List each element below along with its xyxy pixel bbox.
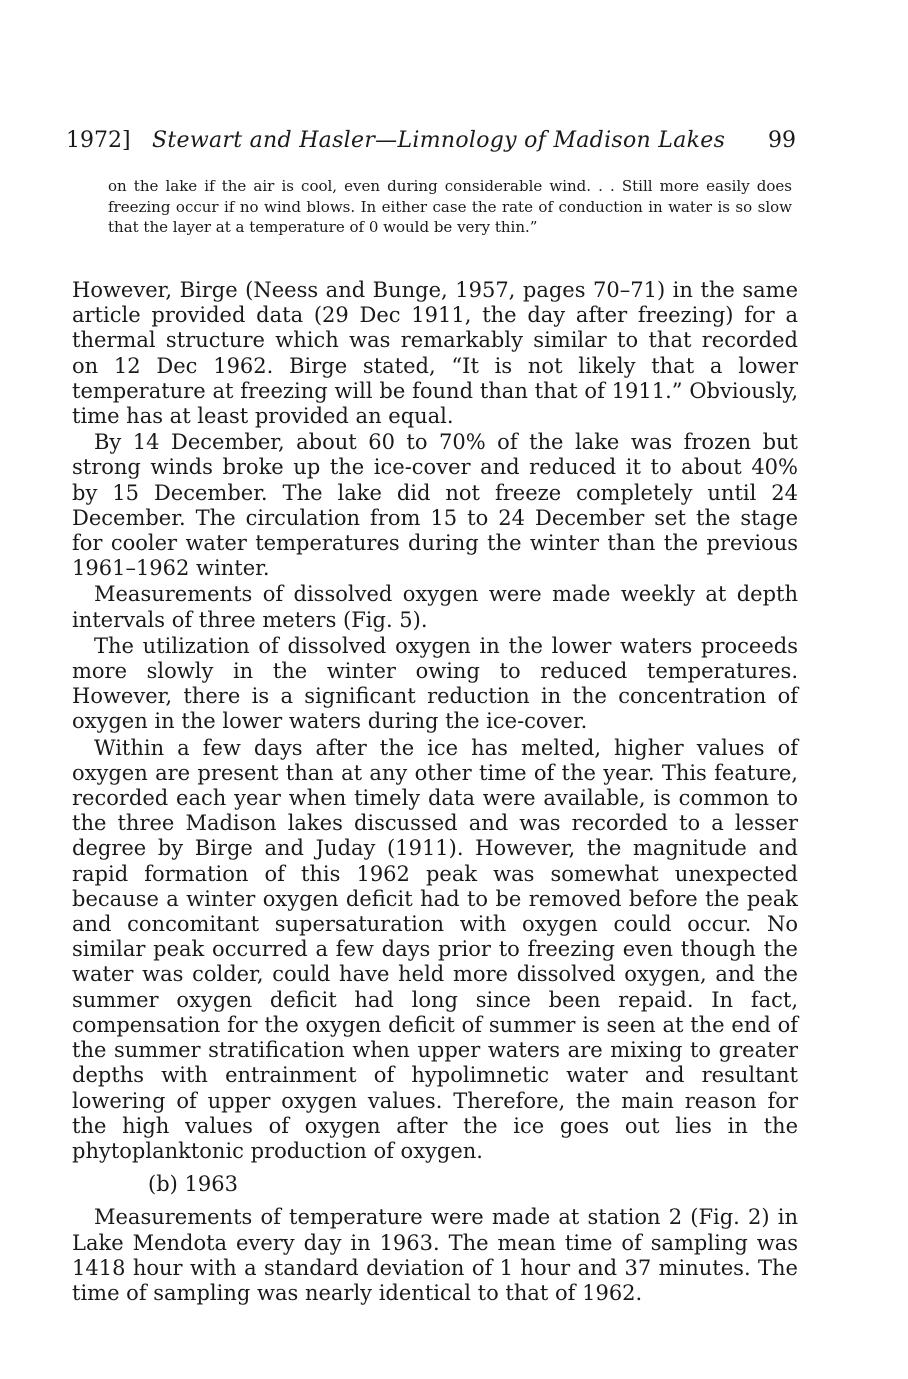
block-quote <box>108 176 792 238</box>
paragraph-2: By 14 December, about 60 to 70% of the lake was frozen but strong winds broke up the ice-cover and reduced it to about 40% by 15 December. The lake did not freeze completely until 24 December. The circulation from 15 to 24 December set the stage for cooler water temperatures during the winter than the previous 1961–1962 winter. <box>72 430 798 581</box>
body-text <box>72 278 798 1307</box>
paragraph-3: Measurements of dissolved oxygen were made weekly at depth intervals of three meters (Fig. 5). <box>72 582 798 632</box>
section-subheading: (b) 1963 <box>148 1172 238 1197</box>
paragraph-final: Measurements of temperature were made at station 2 (Fig. 2) in Lake Mendota every day in 1963. The mean time of sampling was 1418 hour with a standard deviation of 1 hour and 37 minutes. The time of sampling was nearly identical to that of 1962. <box>72 1205 798 1305</box>
page-number: 99 <box>768 128 796 153</box>
paragraph-1: However, Birge (Neess and Bunge, 1957, pages 70–71) in the same article provided data (29 Dec 1911, the day after freezing) for a thermal structure which was remarkably similar to that recorded on 12 Dec 1962. Birge stated, “It is not likely that a lower temperature at freezing will be found than that of 1911.” Obviously, time has at least provided an equal. <box>72 278 798 429</box>
running-header <box>66 124 796 158</box>
quote-text: on the lake if the air is cool, even during considerable wind. . . Still more easily does freezing occur if no wind blows. In either case the rate of conduction in water is so slow that the layer at a temperature of 0 would be very thin.” <box>108 177 792 236</box>
paragraph-5: Within a few days after the ice has melted, higher values of oxygen are present than at any other time of the year. This feature, recorded each year when timely data were available, is common to the three Madison lakes discussed and was recorded to a lesser degree by Birge and Juday (1911). However, the magnitude and rapid formation of this 1962 peak was somewhat unexpected because a winter oxygen deficit had to be removed before the peak and concomitant supersaturation with oxygen could occur. No similar peak occurred a few days prior to freezing even though the water was colder, could have held more dissolved oxygen, and the summer oxygen deficit had long since been repaid. In fact, compensation for the oxygen deficit of summer is seen at the end of the summer stratification when upper waters are mixing to greater depths with entrainment of hypolimnetic water and resultant lowering of upper oxygen values. Therefore, the main reason for the high values of oxygen after the ice goes out lies in the phytoplanktonic production of oxygen. <box>72 735 798 1163</box>
paragraph-4: The utilization of dissolved oxygen in the lower waters proceeds more slowly in the winter owing to reduced temperatures. However, there is a significant reduction in the concentration of oxygen in the lower waters during the ice-cover. <box>72 633 798 734</box>
header-year: 1972] <box>66 128 131 153</box>
running-title: Stewart and Hasler—Limnology of Madison Lakes <box>152 128 726 153</box>
